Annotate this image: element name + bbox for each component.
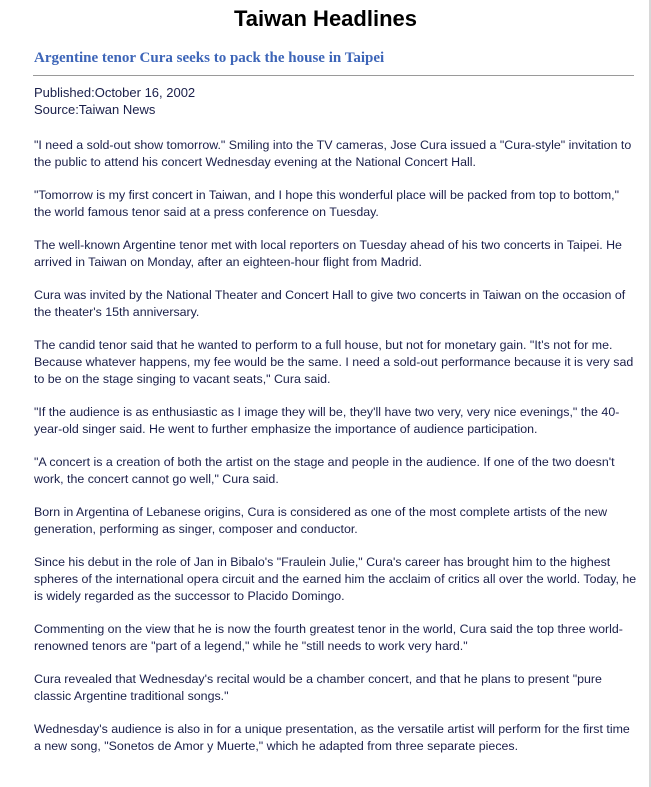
article-meta [34,84,195,118]
article-paragraph: "A concert is a creation of both the artist on the stage and people in the audience. If one of the two doesn't work, the concert cannot go well," Cura said. [34,455,615,486]
article-paragraph: Cura revealed that Wednesday's recital would be a chamber concert, and that he plans to present "pure classic Argentine traditional songs." [34,672,602,703]
site-title: Taiwan Headlines [234,6,417,31]
article-body [34,137,638,771]
article-paragraph: Commenting on the view that he is now the fourth greatest tenor in the world, Cura said the top three world-renowned tenors are "part of a legend," while he "still needs to work very hard." [34,622,623,653]
article-paragraph: Cura was invited by the National Theater and Concert Hall to give two concerts in Taiwan on the occasion of the theater's 15th anniversary. [34,288,626,319]
article-paragraph: The candid tenor said that he wanted to perform to a full house, but not for monetary gain. "It's not for me. Because whatever happens, my fee would be the same. I need a sold-out performance because it is very sad to be on the stage singing to vacant seats," Cura said. [34,338,634,386]
article-paragraph: The well-known Argentine tenor met with local reporters on Tuesday ahead of his two concerts in Taipei. He arrived in Taiwan on Monday, after an eighteen-hour flight from Madrid. [34,238,622,269]
article-paragraph: "Tomorrow is my first concert in Taiwan, and I hope this wonderful place will be packed from top to bottom," the world famous tenor said at a press conference on Tuesday. [34,188,619,219]
article-source: Source:Taiwan News [34,102,156,117]
headline-divider [33,75,634,76]
article-paragraph: "I need a sold-out show tomorrow." Smiling into the TV cameras, Jose Cura issued a "Cura-style" invitation to the public to attend his concert Wednesday evening at the National Concert Hall. [34,138,632,169]
article-paragraph: Wednesday's audience is also in for a unique presentation, as the versatile artist will perform for the first time a new song, "Sonetos de Amor y Muerte," which he adapted from three separate pieces. [34,722,630,753]
published-date: Published:October 16, 2002 [34,85,196,100]
article-paragraph: Since his debut in the role of Jan in Bibalo's "Fraulein Julie," Cura's career has brought him to the highest spheres of the international opera circuit and the earned him the acclaim of critics all over the world. Today, he is widely regarded as the successor to Placido Domingo. [34,555,637,603]
article-paragraph: "If the audience is as enthusiastic as I image they will be, they'll have two very, very nice evenings," the 40-year-old singer said. He went to further emphasize the importance of audience participation. [34,405,620,436]
article-paragraph: Born in Argentina of Lebanese origins, Cura is considered as one of the most complete artists of the new generation, performing as singer, composer and conductor. [34,505,608,536]
article-headline: Argentine tenor Cura seeks to pack the house in Taipei [34,50,385,66]
